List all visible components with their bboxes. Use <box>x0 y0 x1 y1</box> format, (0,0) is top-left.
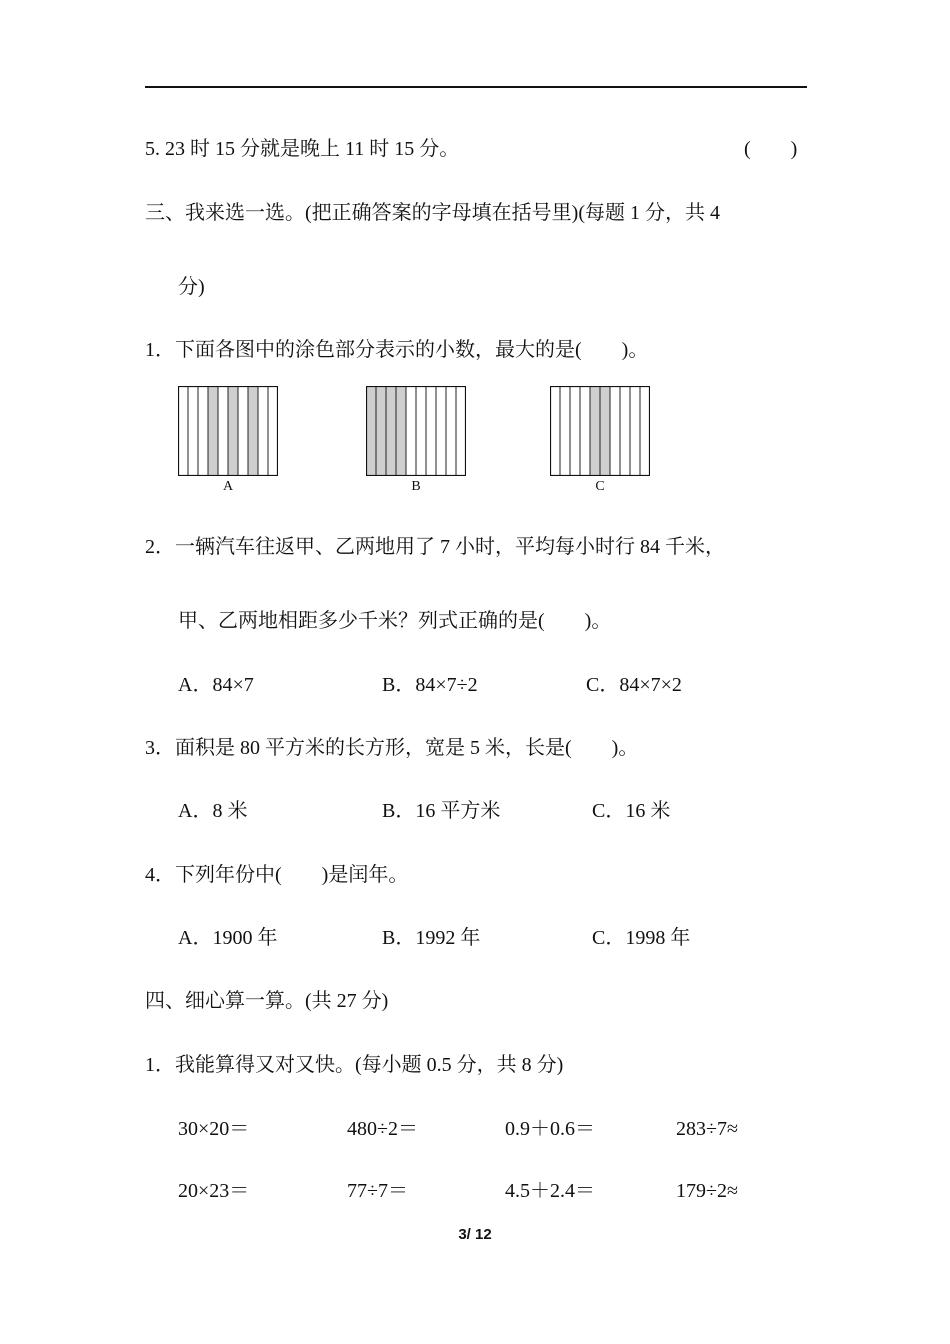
page-number: 3/ 12 <box>458 1226 492 1243</box>
empty-column <box>188 386 198 476</box>
empty-column <box>550 386 560 476</box>
figure-b <box>366 386 466 476</box>
figure-svg <box>550 386 650 476</box>
question-2-text: 2．一辆汽车往返甲、乙两地用了 7 小时，平均每小时行 84 千米， <box>145 536 725 558</box>
empty-column <box>218 386 228 476</box>
calc-item: 179÷2≈ <box>676 1180 738 1202</box>
empty-column <box>640 386 650 476</box>
calc-item: 4.5＋2.4＝ <box>505 1180 595 1202</box>
empty-column <box>268 386 278 476</box>
calc-item: 20×23＝ <box>178 1180 250 1202</box>
figure-b-label: B <box>411 479 421 494</box>
shaded-column <box>248 386 258 476</box>
question-1-text: 1．下面各图中的涂色部分表示的小数，最大的是( )。 <box>145 339 649 361</box>
item-5-statement: 5. 23 时 15 分就是晚上 11 时 15 分。 <box>145 138 460 160</box>
shaded-column <box>396 386 406 476</box>
question-2-option-c: C．84×7×2 <box>586 674 682 696</box>
question-4-text: 4．下列年份中( )是闰年。 <box>145 864 409 886</box>
shaded-column <box>208 386 218 476</box>
empty-column <box>178 386 188 476</box>
empty-column <box>456 386 466 476</box>
item-5-answer-paren: ( ) <box>744 138 798 160</box>
shaded-column <box>386 386 396 476</box>
empty-column <box>560 386 570 476</box>
empty-column <box>258 386 268 476</box>
empty-column <box>446 386 456 476</box>
question-3-option-b: B．16 平方米 <box>382 800 501 822</box>
calc-item: 77÷7＝ <box>347 1180 408 1202</box>
empty-column <box>580 386 590 476</box>
question-4-option-c: C．1998 年 <box>592 927 691 949</box>
empty-column <box>238 386 248 476</box>
calc-subtitle: 1．我能算得又对又快。(每小题 0.5 分，共 8 分) <box>145 1054 564 1076</box>
shaded-column <box>228 386 238 476</box>
question-2-option-a: A．84×7 <box>178 674 254 696</box>
figure-c <box>550 386 650 476</box>
empty-column <box>406 386 416 476</box>
calc-item: 480÷2＝ <box>347 1118 418 1140</box>
empty-column <box>416 386 426 476</box>
empty-column <box>630 386 640 476</box>
empty-column <box>426 386 436 476</box>
shaded-column <box>376 386 386 476</box>
question-3-option-c: C．16 米 <box>592 800 671 822</box>
empty-column <box>198 386 208 476</box>
figure-svg <box>178 386 278 476</box>
shaded-column <box>600 386 610 476</box>
shaded-column <box>366 386 376 476</box>
section-3-title: 三、我来选一选。(把正确答案的字母填在括号里)(每题 1 分，共 4 <box>145 202 720 224</box>
question-4-option-a: A．1900 年 <box>178 927 278 949</box>
section-3-title-cont: 分) <box>178 276 205 298</box>
calc-item: 30×20＝ <box>178 1118 250 1140</box>
figure-a <box>178 386 278 476</box>
empty-column <box>610 386 620 476</box>
calc-item: 283÷7≈ <box>676 1118 738 1140</box>
figure-a-label: A <box>222 479 234 494</box>
empty-column <box>436 386 446 476</box>
question-2-text-cont: 甲、乙两地相距多少千米？列式正确的是( )。 <box>178 610 612 632</box>
figure-c-label: C <box>595 479 605 494</box>
calc-item: 0.9＋0.6＝ <box>505 1118 595 1140</box>
question-3-option-a: A．8 米 <box>178 800 248 822</box>
header-rule <box>145 86 807 88</box>
question-4-option-b: B．1992 年 <box>382 927 481 949</box>
question-2-option-b: B．84×7÷2 <box>382 674 478 696</box>
section-4-title: 四、细心算一算。(共 27 分) <box>145 990 389 1012</box>
question-3-text: 3．面积是 80 平方米的长方形，宽是 5 米，长是( )。 <box>145 737 639 759</box>
empty-column <box>620 386 630 476</box>
shaded-column <box>590 386 600 476</box>
empty-column <box>570 386 580 476</box>
figure-svg <box>366 386 466 476</box>
